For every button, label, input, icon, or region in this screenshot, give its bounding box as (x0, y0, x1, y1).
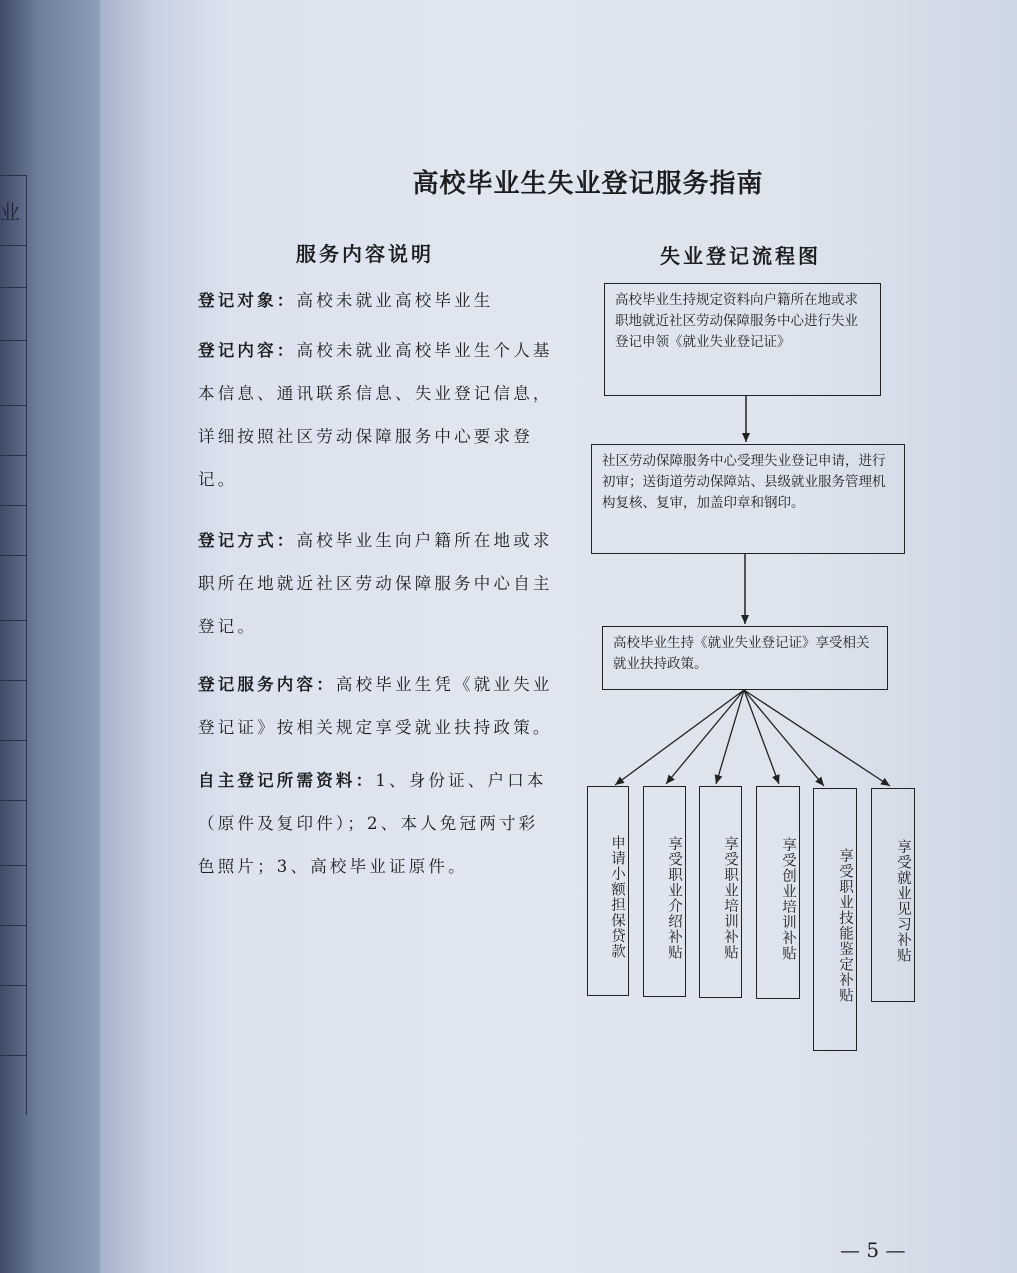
section-text: 高校毕业生向户籍所在地或求职所在地就近社区劳动保障服务中心自主登记。 (198, 531, 553, 636)
flow-step-1: 高校毕业生持规定资料向户籍所在地或求职地就近社区劳动保障服务中心进行失业登记申领《就业失业登记证》 (604, 283, 881, 396)
document-page (100, 0, 1017, 1273)
page-title: 高校毕业生失业登记服务指南 (412, 169, 764, 199)
benefit-small-loan: 申请小额担保贷款 (587, 786, 629, 996)
adjacent-page-table (0, 175, 27, 1115)
adjacent-page (0, 0, 112, 1273)
arrow-to-benefit-3 (716, 690, 744, 784)
service-description-heading: 服务内容说明 (296, 242, 434, 266)
section-label: 登记服务内容： (198, 675, 336, 694)
arrow-to-benefit-2 (666, 690, 744, 784)
benefit-vocational-training-subsidy: 享受职业培训补贴 (699, 786, 742, 998)
section-text: 高校毕业生凭《就业失业登记证》按相关规定享受就业扶持政策。 (198, 675, 553, 737)
benefit-job-referral-subsidy: 享受职业介绍补贴 (643, 786, 686, 997)
section-text: 高校未就业高校毕业生 (296, 291, 494, 310)
arrow-to-benefit-1 (615, 690, 744, 785)
benefit-entrepreneurship-training-subsidy: 享受创业培训补贴 (756, 786, 800, 999)
section-text: 高校未就业高校毕业生个人基本信息、通讯联系信息、失业登记信息，详细按照社区劳动保障服务中心要求登记。 (198, 341, 553, 489)
flow-step-2: 社区劳动保障服务中心受理失业登记申请，进行初审；送街道劳动保障站、县级就业服务管理机构复核、复审，加盖印章和钢印。 (591, 444, 905, 554)
page-number: — 5 — (840, 1238, 906, 1262)
section-label: 登记内容： (198, 341, 297, 360)
arrow-to-benefit-4 (744, 690, 779, 784)
benefit-skill-appraisal-subsidy: 享受职业技能鉴定补贴 (813, 788, 857, 1051)
section-label: 登记对象： (198, 291, 297, 310)
adjacent-page-char: 业 (0, 200, 20, 224)
benefit-internship-subsidy: 享受就业见习补贴 (871, 788, 915, 1002)
arrow-to-benefit-6 (744, 690, 890, 786)
flowchart-heading: 失业登记流程图 (660, 244, 821, 268)
section-label: 登记方式： (198, 531, 297, 550)
section-label: 自主登记所需资料： (198, 771, 376, 790)
flow-step-3: 高校毕业生持《就业失业登记证》享受相关就业扶持政策。 (602, 626, 888, 690)
arrow-to-benefit-5 (744, 690, 824, 786)
section-text: 1、身份证、户口本（原件及复印件）；2、本人免冠两寸彩色照片；3、高校毕业证原件。 (198, 771, 547, 876)
